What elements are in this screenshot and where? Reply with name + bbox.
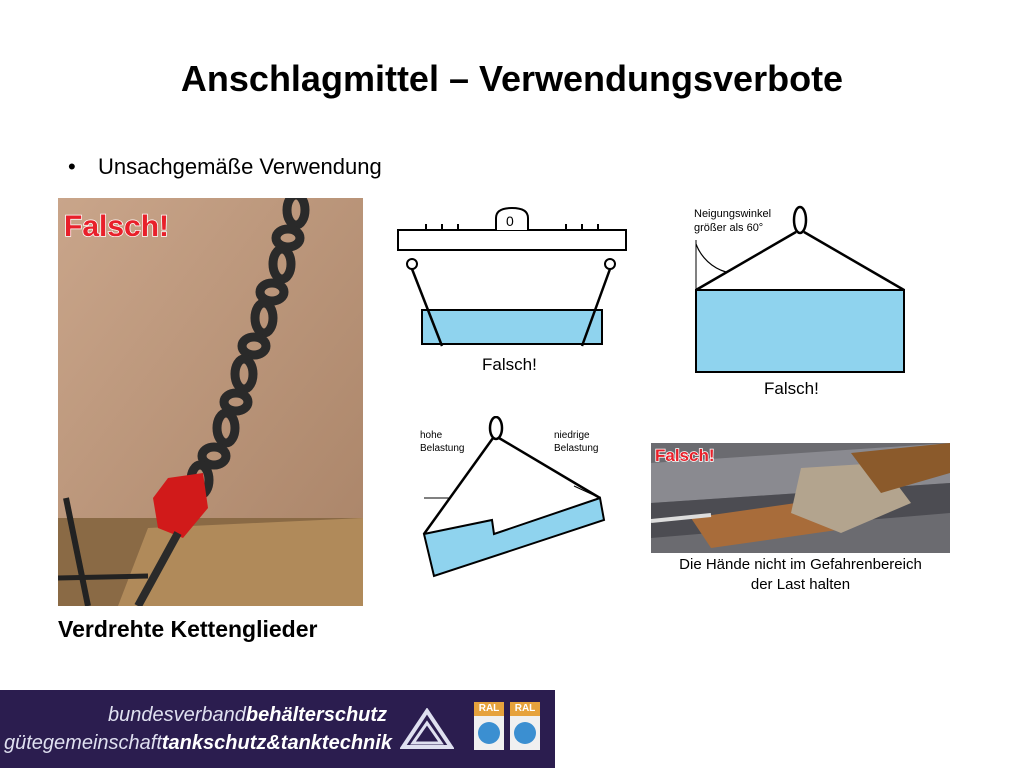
footer-banner [0, 690, 555, 768]
ral-badge-2: RAL [510, 702, 540, 750]
angle-label-line2: größer als 60° [694, 222, 764, 234]
low-load-line1: niedrige [554, 430, 590, 441]
hands-caption-line1: Die Hände nicht im Gefahrenbereich [679, 556, 922, 573]
beam-top-label: 0 [506, 213, 514, 229]
hands-danger-caption [651, 555, 950, 595]
bullet-dot: • [68, 154, 76, 179]
hands-danger-photo [651, 443, 950, 553]
falsch-tag-hands: Falsch! [655, 446, 715, 465]
ral-badge-1: RAL [474, 702, 504, 750]
low-load-line2: Belastung [554, 443, 599, 454]
falsch-tag-chain: Falsch! [64, 210, 170, 243]
beam-caption: Falsch! [482, 355, 537, 374]
twisted-chain-photo [58, 198, 363, 606]
bullet-item [68, 154, 382, 180]
slide-title: Anschlagmittel – Verwendungsverbote [180, 58, 844, 99]
twisted-chain-caption: Verdrehte Kettenglieder [58, 616, 318, 642]
high-load-line2: Belastung [420, 443, 465, 454]
angle-caption: Falsch! [764, 379, 819, 398]
ral-seal-icon [514, 722, 536, 744]
hands-caption-line2: der Last halten [750, 576, 851, 593]
angle-label-line1: Neigungswinkel [694, 208, 772, 220]
ral-seal-icon [478, 722, 500, 744]
spreader-beam-diagram [396, 200, 636, 385]
footer-line1: bundesverbandbehälterschutz [108, 704, 388, 726]
footer-line2: gütegemeinschafttankschutz&tanktechnik [4, 732, 392, 754]
high-load-line1: hohe [420, 430, 443, 441]
association-logo-icon [400, 708, 454, 750]
uneven-load-diagram [414, 416, 614, 586]
sling-angle-diagram [686, 200, 916, 405]
bullet-text: Unsachgemäße Verwendung [98, 154, 382, 179]
